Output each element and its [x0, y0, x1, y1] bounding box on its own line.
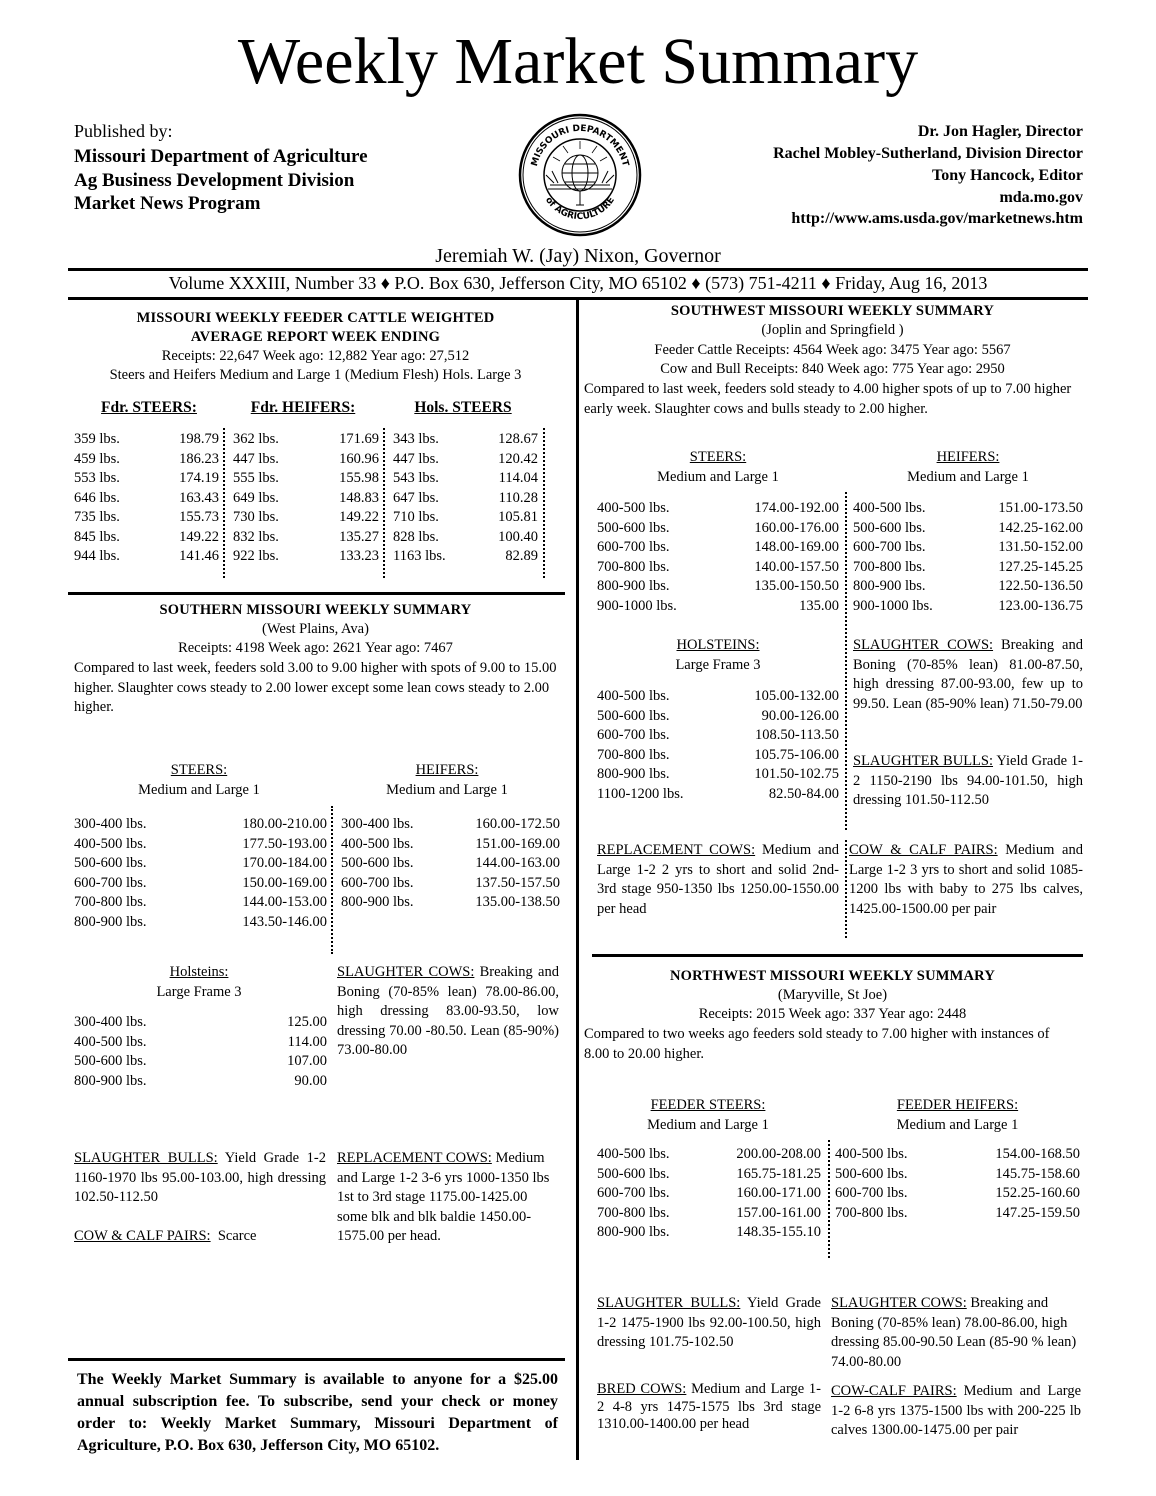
volume-line: Volume XXXIII, Number 33 ♦ P.O. Box 630, Jefferson City, MO 65102 ♦ (573) 751-4211 ♦ Friday, Aug 16, 2013 [168, 273, 988, 293]
northwest-slaughter-bulls [597, 1294, 821, 1353]
southwest-heifers-list [853, 499, 1083, 616]
feeder-title-line: MISSOURI WEEKLY FEEDER CATTLE WEIGHTED [136, 310, 495, 326]
fdr-heifers-header: Fdr. HEIFERS: [250, 399, 356, 416]
southwest-pairs-head: COW & CALF PAIRS: [849, 842, 998, 858]
southwest-replacement-cows [597, 841, 839, 919]
southern-replacement-text: Medium and Large 1-2 3-6 yrs 1000-1350 lbs 1st to 3rd stage 1175.00-1425.00 some blk and blk baldie 1450.00-1575.00 per head. [337, 1150, 550, 1244]
hols-steers-header: Hols. STEERS [414, 399, 512, 416]
column-dotted-divider [828, 1140, 830, 1258]
southern-steers-heading [74, 761, 324, 800]
section-rule [592, 954, 1083, 957]
seal-bottom-text: of AGRICULTURE [543, 195, 617, 223]
southwest-pairs-text: Medium and Large 1-2 3 yrs to short and solid 1085-1200 lbs with baby to 275 lbs calves, 1425.00-1500.00 per pair [849, 842, 1083, 917]
southwest-heifers-head: HEIFERS: [936, 449, 1000, 465]
column-dotted-divider [223, 428, 225, 578]
table-row: 543 lbs. 114.04 [393, 470, 538, 486]
southern-steers-list [74, 815, 327, 932]
northwest-slaughter-cows-head: SLAUGHTER COWS: [831, 1295, 967, 1311]
hols-steers-list [393, 430, 538, 567]
seal-top-text: MISSOURI DEPARTMENT [529, 123, 631, 168]
northwest-heifers-sub: Medium and Large 1 [896, 1116, 1019, 1133]
southwest-pairs [849, 841, 1083, 919]
publisher-line: Missouri Department of Agriculture [74, 146, 368, 167]
table-row: 700-800 lbs. 147.25-159.50 [835, 1204, 1080, 1221]
northwest-slaughter-cows [831, 1294, 1081, 1372]
southern-heifers-sub: Medium and Large 1 [386, 781, 508, 798]
southwest-receipts-feeder: Feeder Cattle Receipts: 4564 Week ago: 3475 Year ago: 5567 [654, 342, 1011, 358]
northwest-bred-text: Medium and Large 1-2 4-8 yrs 1475-1575 lbs 3rd stage 1310.00-1400.00 per head [597, 1381, 822, 1432]
director-line: Dr. Jon Hagler, Director [917, 123, 1083, 140]
table-row: 832 lbs. 135.27 [233, 528, 379, 545]
table-row: 500-600 lbs. 142.25-162.00 [853, 519, 1083, 536]
table-row: 649 lbs. 148.83 [233, 489, 379, 506]
table-row: 600-700 lbs. 150.00-169.00 [74, 874, 327, 891]
fdr-heifers-list [233, 430, 379, 567]
table-row: 400-500 lbs. 114.00 [74, 1033, 327, 1050]
table-row: 800-900 lbs. 122.50-136.50 [853, 578, 1083, 594]
southern-heifers-list [341, 815, 560, 913]
department-seal-logo [518, 113, 642, 237]
northwest-slaughter-bulls-head: SLAUGHTER BULLS: [597, 1295, 741, 1311]
table-row: 500-600 lbs. 165.75-181.25 [597, 1165, 821, 1182]
table-row: 500-600 lbs. 170.00-184.00 [74, 855, 327, 871]
fdr-steers-list [74, 430, 219, 567]
southern-pairs-head: COW & CALF PAIRS: [74, 1228, 211, 1244]
table-row: 300-400 lbs. 125.00 [74, 1014, 327, 1030]
table-row: 500-600 lbs. 144.00-163.00 [341, 855, 560, 871]
feeder-report-title [68, 309, 563, 347]
southwest-slaughter-bulls [853, 752, 1083, 811]
table-row: 900-1000 lbs. 135.00 [597, 597, 839, 614]
southwest-holsteins-sub: Large Frame 3 [675, 656, 761, 673]
northwest-bred-head: BRED COWS: [597, 1381, 687, 1397]
southwest-slaughter-bulls-text: Yield Grade 1-2 1150-2190 lbs 94.00-101.50, high dressing 101.50-112.50 [853, 753, 1083, 808]
published-by-label: Published by: [74, 121, 173, 141]
northwest-slaughter-bulls-text: Yield Grade 1-2 1475-1900 lbs 92.00-100.50, high dressing 101.75-102.50 [597, 1295, 821, 1350]
table-row: 359 lbs. 198.79 [74, 431, 219, 447]
subscription-note: The Weekly Market Summary is available to anyone for a $25.00 annual subscription fee. To subscribe, send your check or money order to: Weekly Market Summary, Missouri Department of Agriculture, P.O. Box 630, Jefferson City, MO 65102. [77, 1371, 558, 1454]
southern-title: SOUTHERN MISSOURI WEEKLY SUMMARY [159, 602, 472, 618]
southwest-steers-head: STEERS: [689, 449, 747, 465]
table-row: 362 lbs. 171.69 [233, 431, 379, 447]
table-row: 900-1000 lbs. 123.00-136.75 [853, 597, 1083, 614]
table-row: 400-500 lbs. 174.00-192.00 [597, 500, 839, 516]
table-row: 800-900 lbs. 135.00-150.50 [597, 578, 839, 594]
table-row: 400-500 lbs. 177.50-193.00 [74, 835, 327, 852]
table-row: 700-800 lbs. 157.00-161.00 [597, 1204, 821, 1221]
southwest-heifers-sub: Medium and Large 1 [907, 468, 1029, 485]
editor-line: Tony Hancock, Editor [932, 167, 1083, 184]
page-title: Weekly Market Summary [237, 25, 919, 98]
table-row: 828 lbs. 100.40 [393, 528, 538, 545]
southwest-replacement-head: REPLACEMENT COWS: [597, 842, 756, 858]
southern-pairs-text: Scarce [217, 1228, 257, 1244]
northwest-slaughter-cows-text: Breaking and Boning (70-85% lean) 78.00-86.00, high dressing 85.00-90.50 Lean (85-90 % lean) 74.00-80.00 [831, 1295, 1077, 1370]
table-row: 300-400 lbs. 160.00-172.50 [341, 816, 560, 832]
column-dotted-divider [845, 492, 847, 830]
northwest-pairs-head: COW-CALF PAIRS: [831, 1383, 957, 1399]
table-row: 459 lbs. 186.23 [74, 450, 219, 467]
northwest-title: NORTHWEST MISSOURI WEEKLY SUMMARY [669, 968, 996, 984]
table-row: 447 lbs. 160.96 [233, 450, 379, 467]
governor-line: Jeremiah W. (Jay) Nixon, Governor [435, 245, 721, 267]
southwest-holsteins-head: HOLSTEINS: [676, 637, 760, 653]
table-row: 400-500 lbs. 200.00-208.00 [597, 1146, 821, 1162]
table-row: 700-800 lbs. 140.00-157.50 [597, 558, 839, 575]
table-row: 647 lbs. 110.28 [393, 489, 538, 506]
table-row: 700-800 lbs. 144.00-153.00 [74, 894, 327, 910]
southern-holsteins-sub: Large Frame 3 [156, 983, 242, 1000]
table-row: 600-700 lbs. 137.50-157.50 [341, 874, 560, 891]
table-row: 500-600 lbs. 107.00 [74, 1053, 327, 1069]
southern-summary: Compared to last week, feeders sold 3.00 to 9.00 higher with spots of 9.00 to 15.00 higher. Slaughter cows steady to 2.00 lower except some lean cows steady to 2.00 higher. [74, 660, 557, 715]
table-row: 500-600 lbs. 90.00-126.00 [597, 707, 839, 724]
northwest-bred-cows [597, 1381, 821, 1434]
northwest-pairs-text: Medium and Large 1-2 6-8 yrs 1375-1500 lbs with 200-225 lb calves 1300.00-1475.00 per pair [831, 1383, 1082, 1438]
southern-slaughter-cows [337, 963, 559, 1061]
table-row: 400-500 lbs. 151.00-169.00 [341, 835, 560, 852]
division-director-line: Rachel Mobley-Sutherland, Division Director [773, 145, 1083, 162]
northwest-steers-heading [597, 1096, 819, 1135]
southern-receipts: Receipts: 4198 Week ago: 2621 Year ago: 7467 [178, 640, 453, 656]
feeder-receipts: Receipts: 22,647 Week ago: 12,882 Year ago: 27,512 [161, 348, 470, 364]
section-rule [68, 592, 565, 595]
table-row: 600-700 lbs. 152.25-160.60 [835, 1185, 1080, 1201]
southwest-holsteins-heading [597, 636, 839, 675]
table-row: 800-900 lbs. 90.00 [74, 1072, 327, 1089]
table-row: 700-800 lbs. 127.25-145.25 [853, 558, 1083, 575]
table-row: 553 lbs. 174.19 [74, 470, 219, 486]
northwest-heifers-heading [835, 1096, 1080, 1135]
table-row: 944 lbs. 141.46 [74, 548, 219, 564]
southwest-slaughter-bulls-head: SLAUGHTER BULLS: [853, 753, 994, 769]
southern-slaughter-bulls-text: Yield Grade 1-2 1160-1970 lbs 95.00-103.00, high dressing 102.50-112.50 [74, 1150, 326, 1205]
table-row: 710 lbs. 105.81 [393, 509, 538, 525]
table-row: 1100-1200 lbs. 82.50-84.00 [597, 785, 839, 802]
table-row: 800-900 lbs. 135.00-138.50 [341, 894, 560, 910]
southern-heifers-head: HEIFERS: [415, 762, 479, 778]
column-dotted-divider [845, 840, 847, 938]
southern-location: (West Plains, Ava) [262, 621, 369, 637]
feeder-title-line: AVERAGE REPORT WEEK ENDING [190, 329, 441, 345]
table-row: 600-700 lbs. 148.00-169.00 [597, 539, 839, 555]
column-dotted-divider [543, 428, 545, 578]
table-row: 300-400 lbs. 180.00-210.00 [74, 816, 327, 832]
southern-steers-head: STEERS: [170, 762, 228, 778]
southern-holsteins-heading [74, 963, 324, 1002]
northwest-steers-sub: Medium and Large 1 [647, 1116, 769, 1133]
table-row: 735 lbs. 155.73 [74, 509, 219, 525]
southwest-summary: Compared to last week, feeders sold steady to 4.00 higher spots of up to 7.00 higher early week. Slaughter cows and bulls steady to 2.00 higher. [584, 381, 1072, 417]
southern-slaughter-bulls [74, 1149, 326, 1208]
southern-holsteins-list [74, 1013, 327, 1091]
northwest-location: (Maryville, St Joe) [777, 987, 888, 1003]
section-rule [68, 1358, 565, 1361]
table-row: 600-700 lbs. 160.00-171.00 [597, 1185, 821, 1201]
southwest-replacement-text: Medium and Large 1-2 2 yrs to short and solid 2nd-3rd stage 950-1350 lbs 1250.00-1550.00 per head [597, 842, 839, 917]
southwest-title: SOUTHWEST MISSOURI WEEKLY SUMMARY [670, 303, 995, 319]
ams-url-line: http://www.ams.usda.gov/marketnews.htm [791, 210, 1083, 227]
fdr-steers-header: Fdr. STEERS: [101, 399, 197, 416]
southern-holsteins-head: Holsteins: [169, 964, 229, 980]
northwest-heifers-list [835, 1145, 1080, 1223]
column-dotted-divider [331, 806, 333, 954]
table-row: 845 lbs. 149.22 [74, 528, 219, 545]
southern-steers-sub: Medium and Large 1 [138, 781, 260, 798]
table-row: 600-700 lbs. 131.50-152.00 [853, 539, 1083, 555]
southwest-location: (Joplin and Springfield ) [761, 322, 904, 338]
southern-slaughter-cows-text: Breaking and Boning (70-85% lean) 78.00-86.00, high dressing 83.00-93.50, low dressing 70.00 -80.50. Lean (85-90%) 73.00-80.00 [337, 964, 559, 1058]
table-row: 922 lbs. 133.23 [233, 548, 379, 564]
southwest-slaughter-cows [853, 636, 1083, 714]
southwest-receipts-cow-bull: Cow and Bull Receipts: 840 Week ago: 775 Year ago: 2950 [660, 361, 1005, 377]
northwest-summary: Compared to two weeks ago feeders sold steady to 7.00 higher with instances of 8.00 to 20.00 higher. [584, 1026, 1050, 1062]
southern-slaughter-cows-head: SLAUGHTER COWS: [337, 964, 475, 980]
southern-heifers-heading [336, 761, 558, 800]
table-row: 500-600 lbs. 160.00-176.00 [597, 519, 839, 536]
southwest-slaughter-cows-text: Breaking and Boning (70-85% lean) 81.00-87.50, high dressing 87.00-93.00, few up to 99.50. Lean (85-90% lean) 71.50-79.00 [853, 637, 1083, 712]
table-row: 800-900 lbs. 143.50-146.00 [74, 913, 327, 930]
southern-replacement-cows [337, 1149, 559, 1247]
column-divider [576, 300, 579, 1460]
table-row: 500-600 lbs. 145.75-158.60 [835, 1165, 1080, 1182]
publisher-line: Ag Business Development Division [74, 170, 355, 191]
table-row: 400-500 lbs. 105.00-132.00 [597, 688, 839, 704]
table-row: 700-800 lbs. 105.75-106.00 [597, 746, 839, 763]
table-row: 646 lbs. 163.43 [74, 489, 219, 506]
table-row: 343 lbs. 128.67 [393, 431, 538, 447]
southern-pairs [74, 1227, 326, 1247]
website-line: mda.mo.gov [999, 189, 1083, 206]
table-row: 400-500 lbs. 151.00-173.50 [853, 500, 1083, 516]
feeder-subtitle: Steers and Heifers Medium and Large 1 (Medium Flesh) Hols. Large 3 [109, 367, 522, 383]
southwest-steers-heading [597, 448, 839, 487]
northwest-pairs [831, 1382, 1081, 1441]
southwest-steers-list [597, 499, 839, 616]
column-dotted-divider [383, 428, 385, 578]
table-row: 800-900 lbs. 148.35-155.10 [597, 1224, 821, 1240]
southern-slaughter-bulls-head: SLAUGHTER BULLS: [74, 1150, 218, 1166]
table-row: 447 lbs. 120.42 [393, 450, 538, 467]
northwest-receipts: Receipts: 2015 Week ago: 337 Year ago: 2448 [698, 1006, 967, 1022]
southwest-slaughter-cows-head: SLAUGHTER COWS: [853, 637, 994, 653]
southwest-steers-sub: Medium and Large 1 [657, 468, 779, 485]
southwest-heifers-heading [853, 448, 1083, 487]
table-row: 800-900 lbs. 101.50-102.75 [597, 766, 839, 782]
table-row: 400-500 lbs. 154.00-168.50 [835, 1146, 1080, 1162]
table-row: 1163 lbs. 82.89 [393, 548, 538, 564]
northwest-steers-head: FEEDER STEERS: [650, 1097, 766, 1113]
publisher-line: Market News Program [74, 193, 261, 214]
table-row: 555 lbs. 155.98 [233, 470, 379, 486]
northwest-steers-list [597, 1145, 821, 1243]
table-row: 600-700 lbs. 108.50-113.50 [597, 727, 839, 743]
table-row: 730 lbs. 149.22 [233, 509, 379, 525]
southern-replacement-head: REPLACEMENT COWS: [337, 1150, 492, 1166]
northwest-heifers-head: FEEDER HEIFERS: [896, 1097, 1019, 1113]
southwest-holsteins-list [597, 687, 839, 804]
